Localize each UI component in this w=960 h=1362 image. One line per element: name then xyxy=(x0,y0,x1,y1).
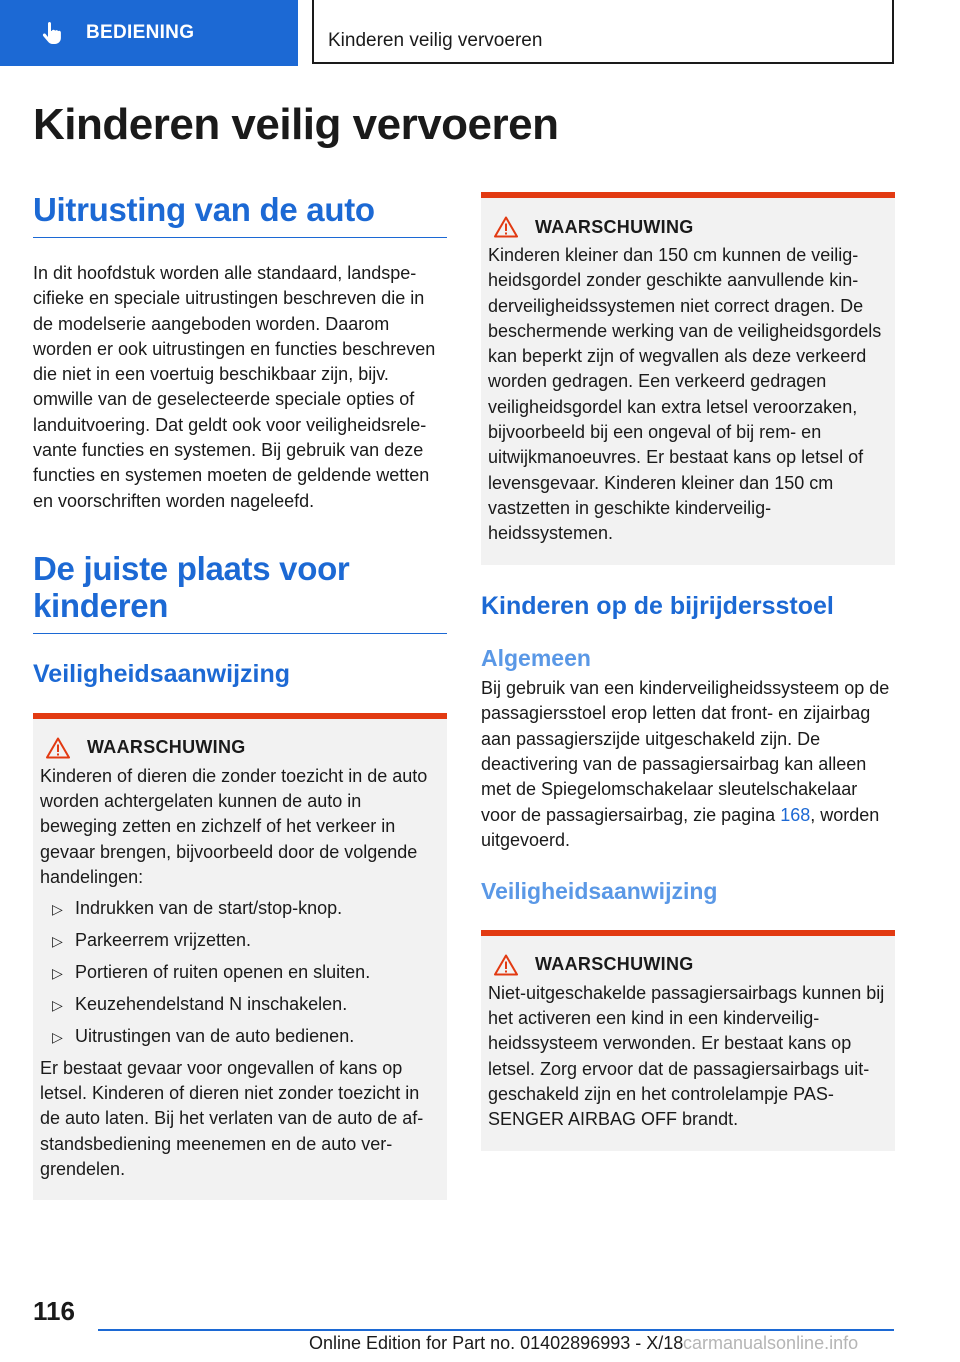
warning-label: WAARSCHUWING xyxy=(535,216,694,237)
general-body: Bij gebruik van een kinderveiligheidssysteem op de passagiersstoel erop letten dat front- en zijairbag aan passagierszijde uitgeschakeld zijn. De deactivering van de passagiersairbag kan alleen met de Spiegelomschakelaar sleutelschakelaar voor de passagiersairbag, zie pagina 168, worden uitgevoerd. xyxy=(481,678,890,850)
triangle-bullet-icon: ▷ xyxy=(52,901,63,918)
left-column xyxy=(33,192,447,1200)
hand-pointer-icon xyxy=(40,21,64,45)
triangle-bullet-icon: ▷ xyxy=(52,933,63,950)
warning-label: WAARSCHUWING xyxy=(535,954,694,975)
warning-header xyxy=(488,954,885,976)
section-tab xyxy=(0,0,298,66)
warning-header xyxy=(488,216,885,238)
passenger-heading: Kinderen op de bijrijdersstoel xyxy=(481,591,834,620)
warning-triangle-icon xyxy=(494,216,518,238)
warning-text: Kinderen kleiner dan 150 cm kunnen de veiligheidsgordel zonder geschikte aanvullende kinderveiligheidssystemen niet correct dragen. De beschermende werking van de veiligheidsgordels kan beperkt zijn of wegvallen als deze verkeerd worden gedragen. Een verkeerd gedragen veiligheidsgordel kan extra letsel veroorzaken, bijvoorbeeld bij een ongeval of bij rem- en uitwijkmanoeuvres. Er bestaat kans op letsel of levensgevaar. Kinderen kleiner dan 150 cm vastzetten in geschikte kinderveiligheidssystemen. xyxy=(488,245,882,544)
list-item: ▷ Parkeerrem vrijzetten. xyxy=(40,928,437,953)
safety-heading-left: Veiligheidsaanwijzing xyxy=(33,659,291,688)
page-number: 116 xyxy=(33,1296,75,1326)
warning-label: WAARSCHUWING xyxy=(87,737,246,758)
list-item: ▷ Keuzehendelstand N inschakelen. xyxy=(40,992,437,1017)
footer-watermark: carmanualsonline.info xyxy=(683,1333,859,1353)
place-heading: De juiste plaats voor kinderen xyxy=(33,551,447,634)
warning-triangle-icon xyxy=(46,737,70,759)
warning-triangle-icon xyxy=(494,954,518,976)
warning-box-right-2 xyxy=(481,930,895,1151)
triangle-bullet-icon: ▷ xyxy=(52,996,63,1013)
warning-box-right-1 xyxy=(481,192,895,565)
warning-outro: Er bestaat gevaar voor ongevallen of kans op letsel. Kinderen of dieren niet zonder toezicht in de auto laten. Bij het verlaten van de auto de afstandsbediening meenemen en de auto vergrendelen. xyxy=(40,1057,424,1179)
warning-box-left xyxy=(33,713,447,1200)
list-item: ▷ Uitrustingen van de auto bedienen. xyxy=(40,1024,437,1049)
equipment-body: In dit hoofdstuk worden alle standaard, landspecifieke en speciale uitrustingen beschreven die in de modelserie aangeboden worden. Daarom worden er ook uitrustingen en functies beschreven die niet in een voertuig beschikbaar zijn, bijv. omwille van de geselecteerde speciale opties of landuitvoering. Dat geldt ook voor veiligheidsrelevante functies en systemen. Bij gebruik van deze functies en systemen moeten de geldende wetten en voorschriften worden nageleefd. xyxy=(33,262,436,511)
footer-divider xyxy=(98,1329,894,1331)
section-label: BEDIENING xyxy=(86,22,195,43)
warning-intro: Kinderen of dieren die zonder toezicht in de auto worden achtergelaten kunnen de auto in beweging zetten en zichzelf of het verkeer in gevaar brengen, bijvoorbeeld door de volgende handelingen: xyxy=(40,765,428,888)
warning-text: Niet-uitgeschakelde passagiersairbags kunnen bij het activeren een kind in een kinderveiligheidssysteem verwonden. Er bestaat kans op letsel. Zorg ervoor dat de passagiersairbags uitgeschakeld zijn en het controlelampje PASSENGER AIRBAG OFF brandt. xyxy=(488,982,885,1130)
header-title-box xyxy=(312,0,894,64)
right-column xyxy=(481,192,895,1151)
page-link[interactable]: 168 xyxy=(780,804,811,825)
safety-heading-right: Veiligheidsaanwijzing xyxy=(481,878,718,905)
triangle-bullet-icon: ▷ xyxy=(52,965,63,982)
page-title: Kinderen veilig vervoeren xyxy=(33,100,559,149)
general-heading: Algemeen xyxy=(481,644,591,671)
warning-list xyxy=(40,896,437,1049)
list-item: ▷ Portieren of ruiten openen en sluiten. xyxy=(40,960,437,985)
list-item: ▷ Indrukken van de start/stop-knop. xyxy=(40,896,437,921)
header-title: Kinderen veilig vervoeren xyxy=(328,30,543,51)
warning-header xyxy=(40,737,437,759)
triangle-bullet-icon: ▷ xyxy=(52,1028,63,1045)
footer-edition: Online Edition for Part no. 01402896993 - X/18 xyxy=(309,1333,684,1353)
equipment-heading: Uitrusting van de auto xyxy=(33,192,447,238)
